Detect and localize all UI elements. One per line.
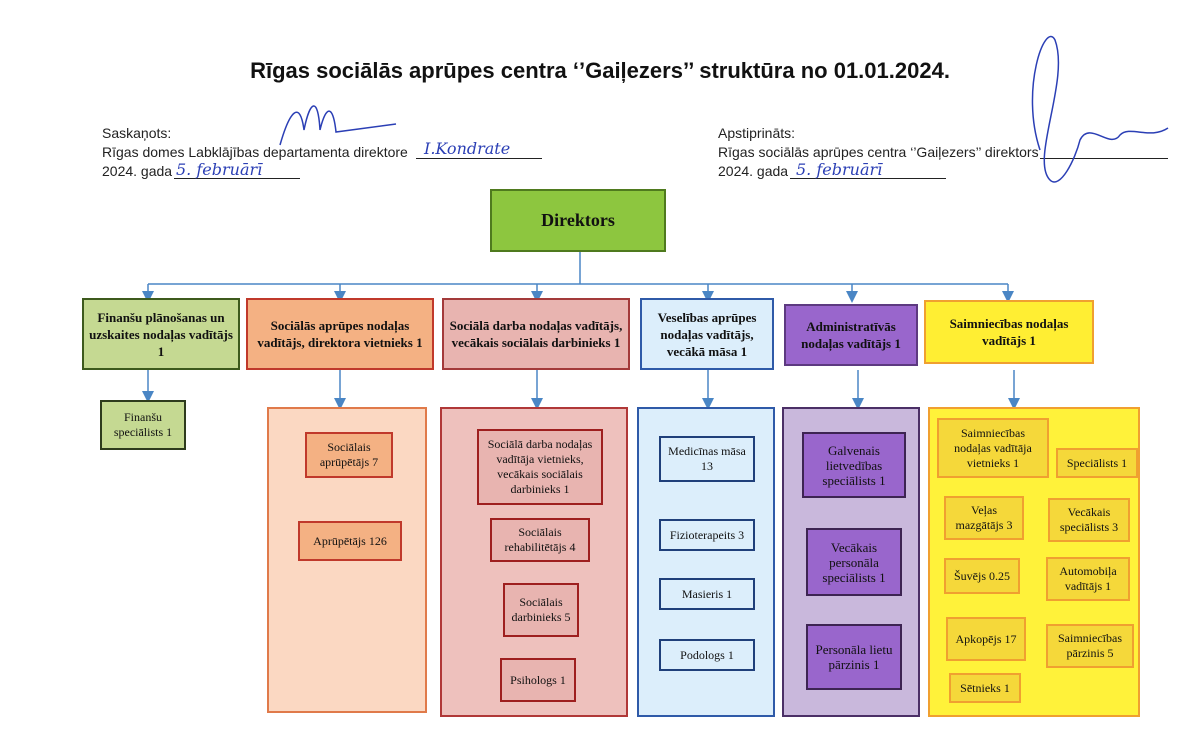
- admin-item: Galvenais lietvedības speciālists 1: [802, 432, 906, 498]
- health-item: Fizioterapeits 3: [659, 519, 755, 551]
- health-item: Medicīnas māsa 13: [659, 436, 755, 482]
- finance-item: Finanšu speciālists 1: [100, 400, 186, 450]
- health-item: Masieris 1: [659, 578, 755, 610]
- dept-head-finance: Finanšu plānošanas un uzskaites nodaļas vadītājs 1: [82, 298, 240, 370]
- dept-head-household: Saimniecības nodaļas vadītājs 1: [924, 300, 1094, 364]
- household-item: Apkopējs 17: [946, 617, 1026, 661]
- admin-item: Personāla lietu pārzinis 1: [806, 624, 902, 690]
- household-item: Saimniecības pārzinis 5: [1046, 624, 1134, 668]
- signature-right-date: 5. februārī: [796, 160, 883, 179]
- social-item: Psihologs 1: [500, 658, 576, 702]
- household-item: Šuvējs 0.25: [944, 558, 1020, 594]
- household-item: Vecākais speciālists 3: [1048, 498, 1130, 542]
- signature-left-date: 5. februārī: [176, 160, 263, 179]
- dept-head-admin: Administratīvās nodaļas vadītājs 1: [784, 304, 918, 366]
- social-item: Sociālais darbinieks 5: [503, 583, 579, 637]
- care-item: Sociālais aprūpētājs 7: [305, 432, 393, 478]
- health-item: Podologs 1: [659, 639, 755, 671]
- approval-left-role: Rīgas domes Labklājības departamenta direktore: [102, 144, 408, 160]
- household-item: Sētnieks 1: [949, 673, 1021, 703]
- household-item: Speciālists 1: [1056, 448, 1138, 478]
- approval-left-date-prefix: 2024. gada: [102, 163, 173, 179]
- dept-head-health: Veselības aprūpes nodaļas vadītājs, vecākā māsa 1: [640, 298, 774, 370]
- approval-right-date-prefix: 2024. gada: [718, 163, 789, 179]
- director-box: Direktors: [490, 189, 666, 252]
- care-item: Aprūpētājs 126: [298, 521, 402, 561]
- social-item: Sociālais rehabilitētājs 4: [490, 518, 590, 562]
- signature-left-name: I.Kondrate: [424, 139, 511, 158]
- household-item: Veļas mazgātājs 3: [944, 496, 1024, 540]
- dept-head-social: Sociālā darba nodaļas vadītājs, vecākais sociālais darbinieks 1: [442, 298, 630, 370]
- household-item: Saimniecības nodaļas vadītāja vietnieks 1: [937, 418, 1049, 478]
- admin-item: Vecākais personāla speciālists 1: [806, 528, 902, 596]
- social-item: Sociālā darba nodaļas vadītāja vietnieks, vecākais sociālais darbinieks 1: [477, 429, 603, 505]
- approval-left-label: Saskaņots:: [102, 125, 172, 141]
- approval-right-role: Rīgas sociālās aprūpes centra ‘’Gaiļezers’’ direktors: [718, 144, 1039, 160]
- dept-head-care: Sociālās aprūpes nodaļas vadītājs, direktora vietnieks 1: [246, 298, 434, 370]
- approval-right-label: Apstiprināts:: [718, 125, 796, 141]
- household-item: Automobiļa vadītājs 1: [1046, 557, 1130, 601]
- page-title: Rīgas sociālās aprūpes centra ‘’Gaiļezers’’ struktūra no 01.01.2024.: [250, 58, 950, 83]
